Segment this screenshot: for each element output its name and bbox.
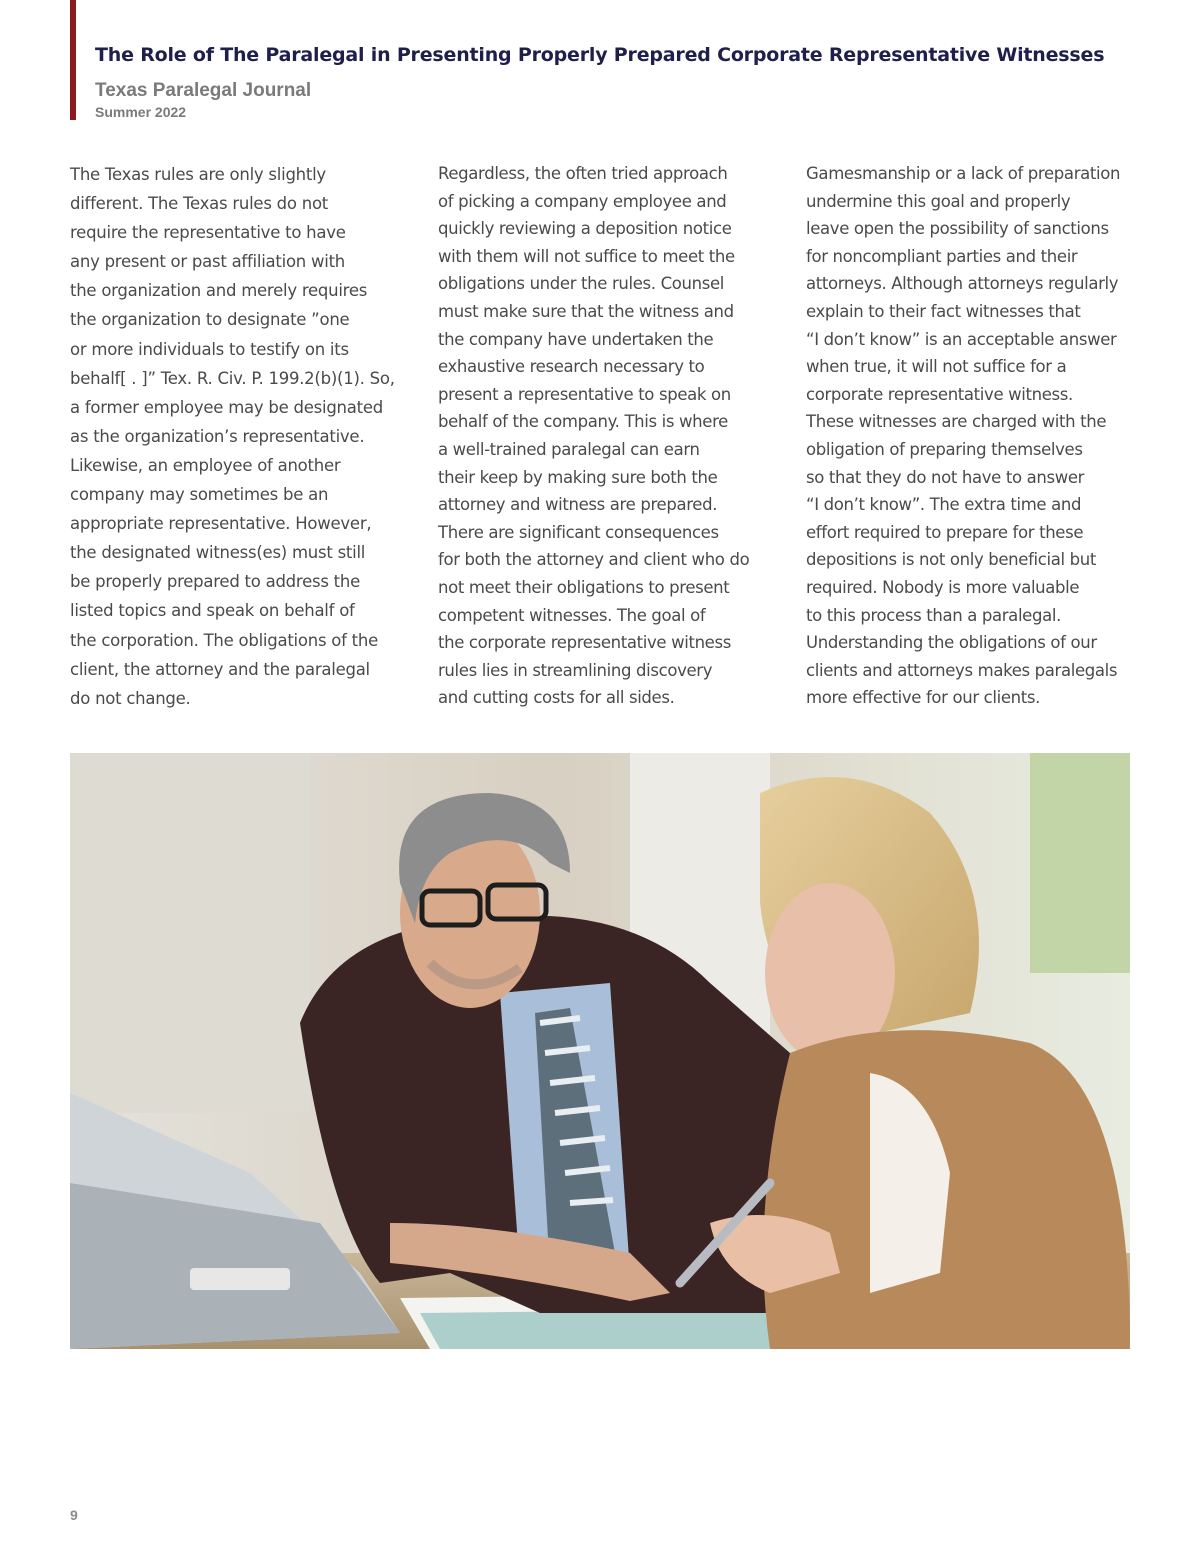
text-line: different. The Texas rules do not [70,194,329,214]
body-column-2 [438,160,768,712]
text-line: Understanding the obligations of our [806,633,1097,653]
text-line: Likewise, an employee of another [70,455,341,475]
text-line: for both the attorney and client who do [438,550,750,570]
text-line: any present or past affiliation with [70,252,346,272]
article-header [95,44,1175,120]
text-line: so that they do not have to answer [806,467,1085,487]
text-line: explain to their fact witnesses that [806,301,1081,321]
text-line: undermine this goal and properly [806,191,1071,211]
text-line: with them will not suffice to meet the [438,246,735,266]
text-line: competent witnesses. The goal of [438,605,706,625]
text-line: obligation of preparing themselves [806,439,1083,459]
text-line: The Texas rules are only slightly [70,165,326,184]
text-line: These witnesses are charged with the [806,412,1107,432]
text-line: appropriate representative. However, [70,514,372,534]
text-line: the corporate representative witness [438,633,731,653]
text-line: rules lies in streamlining discovery [438,660,713,680]
text-line: not meet their obligations to present [438,577,730,597]
text-line: behalf[ . ]” Tex. R. Civ. P. 199.2(b)(1). So, [70,368,395,388]
text-line: attorney and witness are prepared. [438,495,718,515]
text-line: quickly reviewing a deposition notice [438,219,732,239]
text-line: exhaustive research necessary to [438,357,705,377]
text-line: Regardless, the often tried approach [438,164,728,183]
accent-bar [70,0,76,120]
text-line: effort required to prepare for these [806,522,1084,542]
body-column-1 [70,160,400,713]
text-line: depositions is not only beneficial but [806,550,1096,570]
text-line: leave open the possibility of sanctions [806,219,1109,239]
text-line: must make sure that the witness and [438,301,734,321]
article-title: The Role of The Paralegal in Presenting Properly Prepared Corporate Representative Witnesses [95,44,1105,66]
text-line: a former employee may be designated [70,397,383,417]
text-line: require the representative to have [70,223,346,243]
text-line: the organization and merely requires [70,281,368,301]
text-line: the corporation. The obligations of the [70,630,379,650]
text-line: a well-trained paralegal can earn [438,439,700,459]
text-line: do not change. [70,688,191,708]
text-line: client, the attorney and the paralegal [70,659,370,679]
text-line: and cutting costs for all sides. [438,688,675,708]
text-line: of picking a company employee and [438,191,727,211]
text-line: or more individuals to testify on its [70,339,349,359]
text-line: “I don’t know” is an acceptable answer [806,329,1117,349]
text-line: behalf of the company. This is where [438,412,728,432]
text-line: the organization to designate ”one [70,310,350,330]
text-line: listed topics and speak on behalf of [70,601,355,621]
text-line: as the organization’s representative. [70,426,365,446]
text-line: to this process than a paralegal. [806,605,1061,625]
text-line: Gamesmanship or a lack of preparation [806,164,1121,183]
article-photo [70,753,1130,1349]
text-line: the company have undertaken the [438,329,714,349]
text-line: required. Nobody is more valuable [806,577,1080,597]
text-line: the designated witness(es) must still [70,543,366,563]
text-line: more effective for our clients. [806,688,1041,708]
page-number: 9 [70,1507,78,1523]
text-line: for noncompliant parties and their [806,246,1078,266]
text-line: be properly prepared to address the [70,572,360,592]
text-line: company may sometimes be an [70,485,329,505]
journal-name: Texas Paralegal Journal [95,80,312,101]
text-line: corporate representative witness. [806,384,1073,404]
issue-date: Summer 2022 [95,104,187,120]
text-line: when true, it will not suffice for a [806,357,1067,377]
text-line: attorneys. Although attorneys regularly [806,274,1119,294]
text-line: their keep by making sure both the [438,467,718,487]
text-line: obligations under the rules. Counsel [438,274,724,294]
text-line: clients and attorneys makes paralegals [806,660,1118,680]
text-line: There are significant consequences [438,522,719,542]
body-column-3 [806,160,1136,712]
text-line: “I don’t know”. The extra time and [806,495,1082,515]
text-line: present a representative to speak on [438,384,731,404]
